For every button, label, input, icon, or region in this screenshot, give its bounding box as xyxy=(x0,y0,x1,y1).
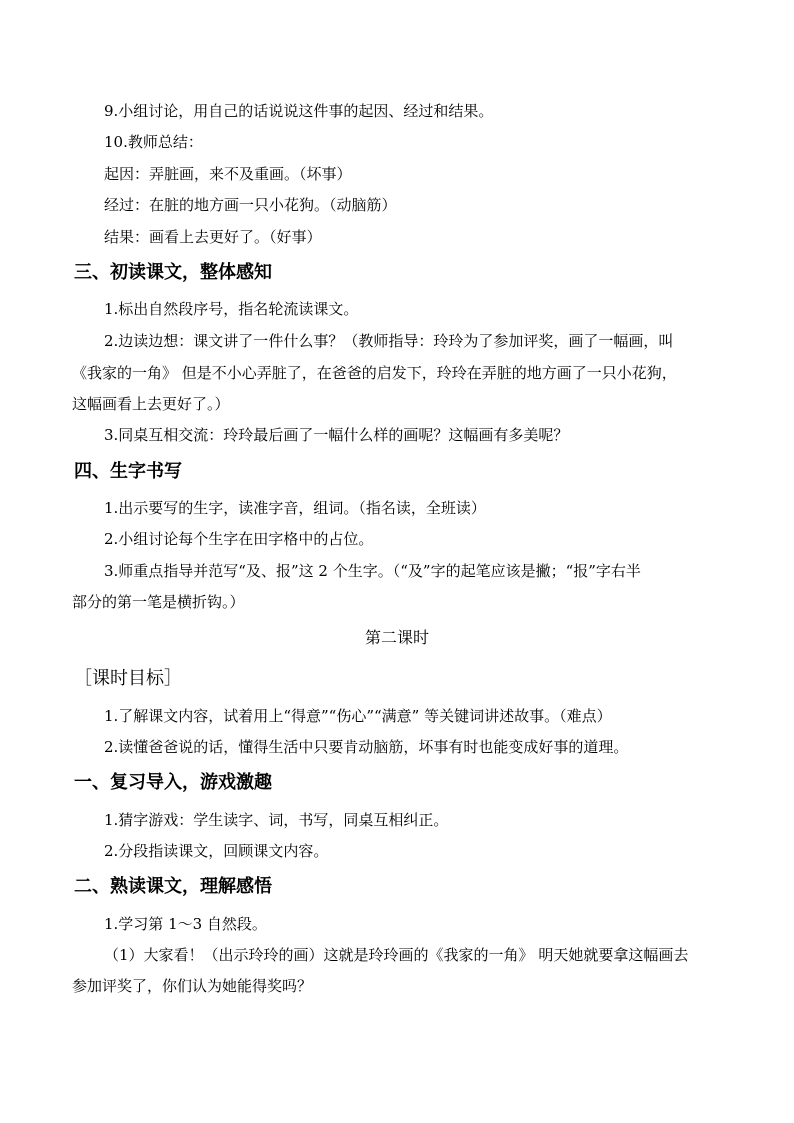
writing-step-3-cont: 部分的第一笔是横折钩。） xyxy=(72,593,245,611)
study-step-1-sub1: （1）大家看！（出示玲玲的画）这就是玲玲画的《我家的一角》 明天她就要拿这幅画去 xyxy=(104,946,689,964)
goal-1: 1.了解课文内容，试着用上“得意”“伤心”“满意” 等关键词讲述故事。（难点） xyxy=(104,707,612,725)
review-step-1: 1.猜字游戏：学生读字、词，书写，同桌互相纠正。 xyxy=(104,811,449,829)
writing-step-3: 3.师重点指导并范写“及、报”这 2 个生字。（“及”字的起笔应该是撇；“报”字右半 xyxy=(104,562,641,580)
step-number-paragraphs: 1.标出自然段序号，指名轮流读课文。 xyxy=(104,300,359,318)
goal-2: 2.读懂爸爸说的话，懂得生活中只要肯动脑筋，坏事有时也能变成好事的道理。 xyxy=(104,738,629,756)
writing-step-1: 1.出示要写的生字，读准字音，组词。（指名读，全班读） xyxy=(104,499,486,517)
study-step-1: 1.学习第 1～3 自然段。 xyxy=(104,915,267,933)
step-read-and-think-cont2: 这幅画看上去更好了。） xyxy=(72,395,230,413)
step-read-and-think-cont1: 《我家的一角》 但是不小心弄脏了，在爸爸的启发下，玲玲在弄脏的地方画了一只小花狗， xyxy=(72,364,677,382)
step-desk-exchange: 3.同桌互相交流：玲玲最后画了一幅什么样的画呢？这幅画有多美呢？ xyxy=(104,426,569,444)
section-heading-2: 二、熟读课文，理解感悟 xyxy=(74,876,272,897)
review-step-2: 2.分段指读课文，回顾课文内容。 xyxy=(104,842,329,860)
step-read-and-think: 2.边读边想：课文讲了一件什么事？（教师指导：玲玲为了参加评奖，画了一幅画，叫 xyxy=(104,332,674,350)
lesson-goal-heading: ［课时目标］ xyxy=(74,668,182,689)
lesson-two-title: 第二课时 xyxy=(364,628,429,647)
section-heading-4: 四、生字书写 xyxy=(74,461,182,482)
teacher-summary-label: 10.教师总结： xyxy=(104,133,203,151)
summary-process: 经过：在脏的地方画一只小花狗。（动脑筋） xyxy=(104,196,397,214)
summary-result: 结果：画看上去更好了。（好事） xyxy=(104,228,322,246)
section-heading-3: 三、初读课文，整体感知 xyxy=(74,262,272,283)
summary-cause: 起因：弄脏画，来不及重画。（坏事） xyxy=(104,165,352,183)
section-heading-1: 一、复习导入，游戏激趣 xyxy=(74,772,272,793)
discussion-step-9: 9.小组讨论，用自己的话说说这件事的起因、经过和结果。 xyxy=(104,102,494,120)
study-step-1-sub1-cont: 参加评奖了，你们认为她能得奖吗？ xyxy=(72,977,313,995)
writing-step-2: 2.小组讨论每个生字在田字格中的占位。 xyxy=(104,530,374,548)
